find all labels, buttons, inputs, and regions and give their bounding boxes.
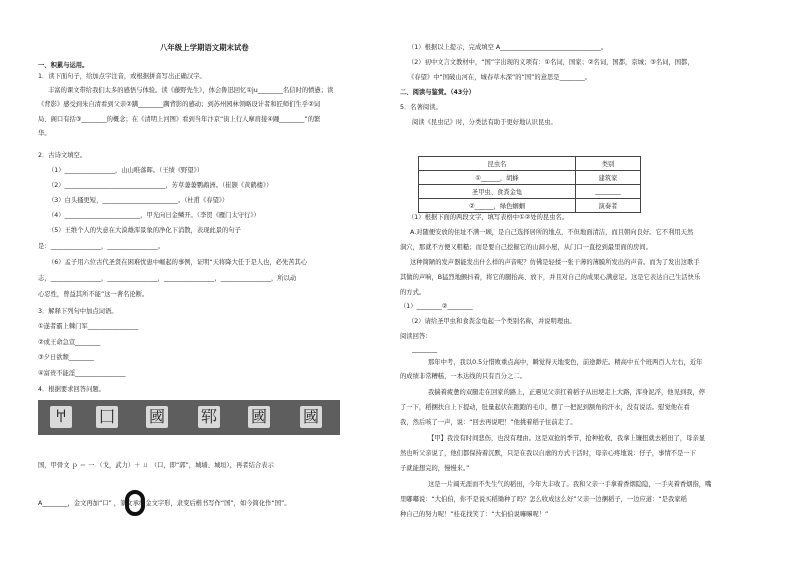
story-para-2: 我揣着疲惫的双腿走在回家的路上，正遇见父亲扛着稻子从田埂走上大路，浑身泥浮，他见到我，停 bbox=[428, 389, 706, 396]
q2-item-4: （4）________________________，甲光向日金鳞开。（李贺《雁门太守行》） bbox=[48, 212, 260, 219]
glyph-4: 郓 bbox=[198, 406, 220, 428]
glyph-5: 國 bbox=[248, 406, 270, 428]
table-header-cell: 类别 bbox=[576, 157, 641, 171]
passage-a-1: A.对随便安放的住址不满一顾，是自己选择居所的地点，不但地面清洁，而且朝向良好。它不利用天然 bbox=[410, 229, 694, 236]
insect-category-table bbox=[418, 156, 641, 213]
passage-b-3: 的方式。 bbox=[400, 289, 426, 296]
q5-2: （2）请给圣甲虫和食粪金龟起一个类别名称，并说明理由。 bbox=[408, 318, 576, 325]
reading-title-blank: ________ bbox=[412, 346, 438, 353]
glyph-2: 囗 bbox=[96, 406, 118, 428]
table-cell: ②______，绿色蝈蝈 bbox=[419, 199, 576, 213]
passage-b-1: 这种简陋的发声器能发出什么样的声音呢？仿佛是轻揉一张干薄的薄膜所发出的声音。而为了发出这歌手 bbox=[410, 259, 700, 266]
glyph-6: 國 bbox=[300, 406, 322, 428]
q2-item-6-end: 心忍性，曾益其所不能”这一著名论断。 bbox=[38, 291, 149, 298]
story-para-3b: 然也听父亲说了，他们都保持着沉默，只是在我以自虐的方式干活时，母亲心疼地说：仔子，事情不是一下 bbox=[400, 450, 696, 457]
q2-item-5: （5）王维个人的失意在大漠雄浑景象的净化下消散，表现此景的句子 bbox=[48, 227, 241, 234]
glyph-1: 𐀀 bbox=[50, 406, 72, 428]
table-row bbox=[419, 185, 641, 199]
q5-intro: 阅读《昆虫记》时，分类法有助于更好地认识昆虫。 bbox=[412, 119, 557, 126]
table-row bbox=[419, 171, 641, 185]
q5-text: 5．名著阅读。 bbox=[400, 104, 442, 111]
q3-text: 3．解释下列句中加点词语。 bbox=[38, 308, 118, 315]
q4-explanation: 国，甲骨文 ｐ ＝ 一 （戈，武力）＋ ㄩ （口，即“郭”，城墙、城垣），再者结合表示 bbox=[38, 462, 274, 469]
passage-b-2: 其做的声响，B猛烈地颤抖着，将它的腿抬高、放下，并且对自己的成果心满意足。这是它表达自己生活快乐 bbox=[400, 274, 701, 281]
q3-item-2: ②或王命急宣________ bbox=[38, 339, 101, 346]
q1-para-3: 局、阁口有括③________的概念；在《清明上河图》看到当年汴京“街上行人摩肩接④踵________”的繁 bbox=[38, 116, 321, 123]
page-title: 八年级上学期语文期末试卷 bbox=[160, 43, 249, 52]
story-para-4b: 里嘟嘟说：“大伯伯，你不是说买稻锄种了吗？怎么收成这么好”父亲一边捆稻子，一边应道：“是我家稻 bbox=[400, 496, 687, 503]
q2-item-2: （2）________________________________，芳草萋萋鹦鹉洲。（崔颢《黄鹤楼》） bbox=[48, 182, 273, 189]
q1-text: 1．读下面句子，给加点字注音，或根据拼音写出正确汉字。 bbox=[38, 73, 206, 80]
r-q2-b: 《春望》中“国破山河在，城春草木深”的“国”的意思是________。 bbox=[408, 74, 592, 81]
q1-para-4: 华。 bbox=[38, 130, 51, 137]
q4-text: 4．根据要求回答问题。 bbox=[38, 386, 105, 393]
q2-item-6: （6）孟子用六位古代圣贤在困难忧患中崛起的事例，证明“天将降大任于是人也，必先苦其心 bbox=[48, 259, 308, 266]
q2-item-1: （1）________________，山山唯落晖。（王绩《野望》） bbox=[48, 167, 204, 174]
q4-last-line: A________，金文再加“口” ，篆文承续金文字形，隶变后楷书写作“国”，如今简化作“国”。 bbox=[38, 500, 291, 507]
table-header-row bbox=[419, 157, 641, 171]
q2-item-6-blanks: 志，________________，________________，________________，________________，所以动 bbox=[38, 275, 297, 282]
r-q1: （1）根据以上提示，完成填空 A________________________________。 bbox=[408, 44, 608, 51]
table-cell: 圣甲虫、食粪金龟 bbox=[419, 185, 576, 199]
q2-item-3: （3）白头搔更短，________________________。（杜甫《春望》） bbox=[48, 197, 229, 204]
table-row bbox=[419, 199, 641, 213]
q3-item-1: ①遂者霸上棘门军________________ bbox=[38, 323, 139, 330]
story-para-2b: 了一下，稻捆扶自上下提动，肚量起伏在跑跑的毛巾，摆了一把泥到额角的汗水，没有说话。慰觉他在看 bbox=[400, 404, 690, 411]
table-cell: 演奏者 bbox=[576, 199, 641, 213]
table-header-cell: 昆虫名 bbox=[419, 157, 576, 171]
section-1-heading: 一、积累与运用。 bbox=[38, 62, 89, 69]
story-para-3c: 子就能想完的，慢慢来。” bbox=[400, 465, 470, 472]
table-cell: 建筑家 bbox=[576, 171, 641, 185]
table-cell: ①______，胡蜂 bbox=[419, 171, 576, 185]
story-para-3: 【甲】我没有时间悲伤，也没有理由。这是双抢的季节，抢种抢收，我拿上镰扭就去稻田了，母亲显 bbox=[428, 435, 706, 442]
r-q2: （2）初中文言文教材中，“国”字出现的义项有：①名词，国家；②名词，国都，京城；③名词，国都， bbox=[408, 59, 694, 66]
story-para-1b: 的成绩非常糟糕，一本达线的只有百分之二。 bbox=[400, 373, 526, 380]
q2-item-5-answer: 是：________________，________________。 bbox=[38, 243, 164, 250]
section-2-heading: 二、阅读与鉴赏。（43分） bbox=[400, 89, 475, 96]
q3-item-4: ④富贵不能淫________________ bbox=[38, 370, 126, 377]
reading-label: 阅读回答： bbox=[400, 333, 432, 340]
q5-1-blanks: （1）________②________ bbox=[400, 303, 473, 310]
q1-para-2: 《背影》感受到朱自清看到父亲②蹒________蹒背影的感动；到苏州园林领略设计者和匠师们生乎②词 bbox=[38, 101, 321, 108]
q2-text: 2．古诗文填空。 bbox=[38, 152, 87, 159]
q5-1: （1）根据下面的两段文字，填写表格中①②处的昆虫名。 bbox=[408, 214, 569, 221]
story-para-4c: 种自己的努力呢！”桂花找笑了：“大伯伯说嘛嘛呢！” bbox=[400, 511, 549, 518]
table-cell: ________ bbox=[576, 185, 641, 199]
glyph-3: 國 bbox=[146, 406, 168, 428]
story-para-2c: 我，然后咳了一声，说：“回去再说吧！”他挑着稻子往前走了。 bbox=[400, 419, 577, 426]
q3-item-3: ③夕日欲颓________ bbox=[38, 354, 95, 361]
passage-a-2: 洞穴，那就不方便又粗糙；而是要自己挖掘它的山洞小屋，从门口一直挖到最里面的房间。 bbox=[400, 244, 652, 251]
calligraphy-strip-image bbox=[38, 400, 340, 435]
story-para-1: 那年中考，我以0.5分惜败重点高中，瞬觉得天地变色，前途渺茫。精高中五个班两百人左右，近年 bbox=[428, 359, 703, 366]
story-para-4: 这是一片阔无涯而不失生气的稻田，今年大丰收了。我和父亲一手拿着香烟隐隐，一手夹着香烟指，嘴 bbox=[428, 481, 712, 488]
q1-para-1: 丰富的课文带给我们太多的感悟与体验。读《藤野先生》，体会鲁迅回忆①ju________名信时的愤懑；读 bbox=[48, 87, 334, 94]
